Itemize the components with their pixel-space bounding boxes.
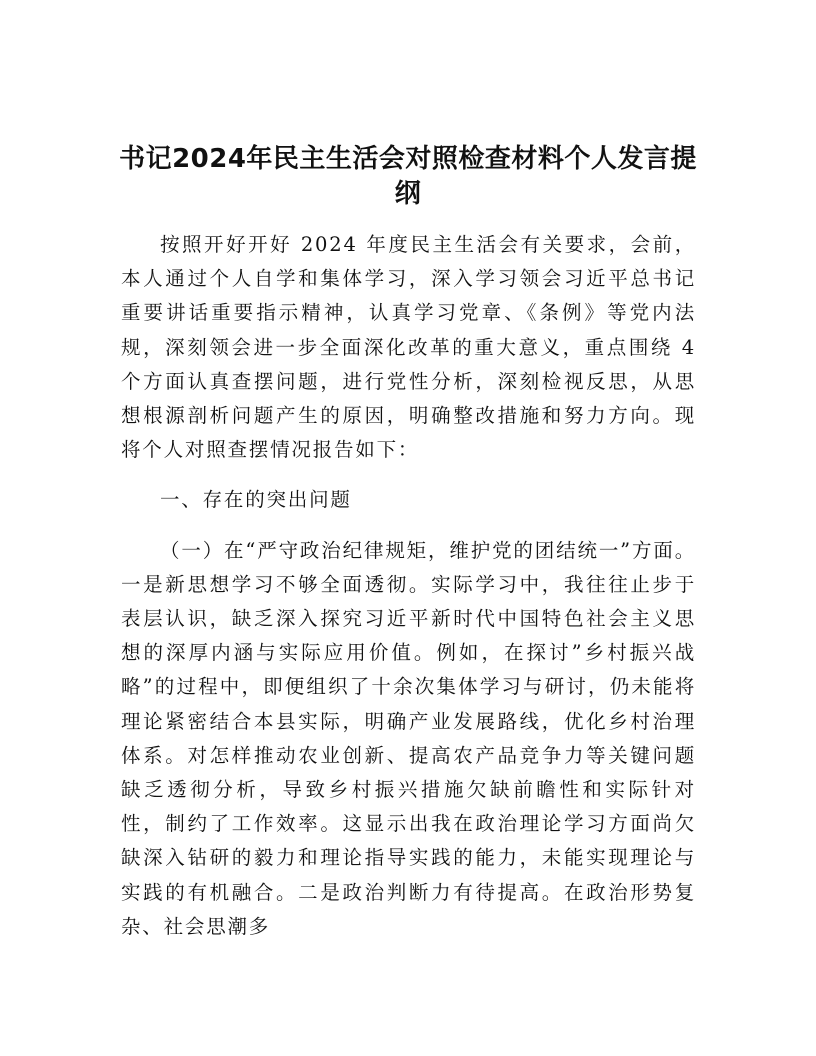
intro-paragraph: 按照开好开好 2024 年度民主生活会有关要求，会前，本人通过个人自学和集体学习，深入学习领会习近平总书记重要讲话重要指示精神，认真学习党章、《条例》等党内法规，深刻领会进一步全面深化改革的重大意义，重点围绕 4 个方面认真查摆问题，进行党性分析，深刻检视反思，从思想根源剖析问题产生的原因，明确整改措施和努力方向。现将个人对照查摆情况报告如下：	[121, 233, 696, 462]
section-heading: 一、存在的突出问题	[160, 488, 352, 512]
document-title: 书记2024年民主生活会对照检查材料个人发言提纲	[119, 144, 697, 209]
section-paragraph: （一）在“严守政治纪律规矩，维护党的团结统一”方面。一是新思想学习不够全面透彻。实际学习中，我往往止步于表层认识，缺乏深入探究习近平新时代中国特色社会主义思想的深厚内涵与实际应用价值。例如，在探讨”乡村振兴战略”的过程中，即便组织了十余次集体学习与研讨，仍未能将理论紧密结合本县实际，明确产业发展路线，优化乡村治理体系。对怎样推动农业创新、提高农产品竞争力等关键问题缺乏透彻分析，导致乡村振兴措施欠缺前瞻性和实际针对性，制约了工作效率。这显示出我在政治理论学习方面尚欠缺深入钻研的毅力和理论指导实践的能力，未能实现理论与实践的有机融合。二是政治判断力有待提高。在政治形势复杂、社会思潮多	[121, 538, 696, 938]
document-body	[121, 228, 696, 944]
